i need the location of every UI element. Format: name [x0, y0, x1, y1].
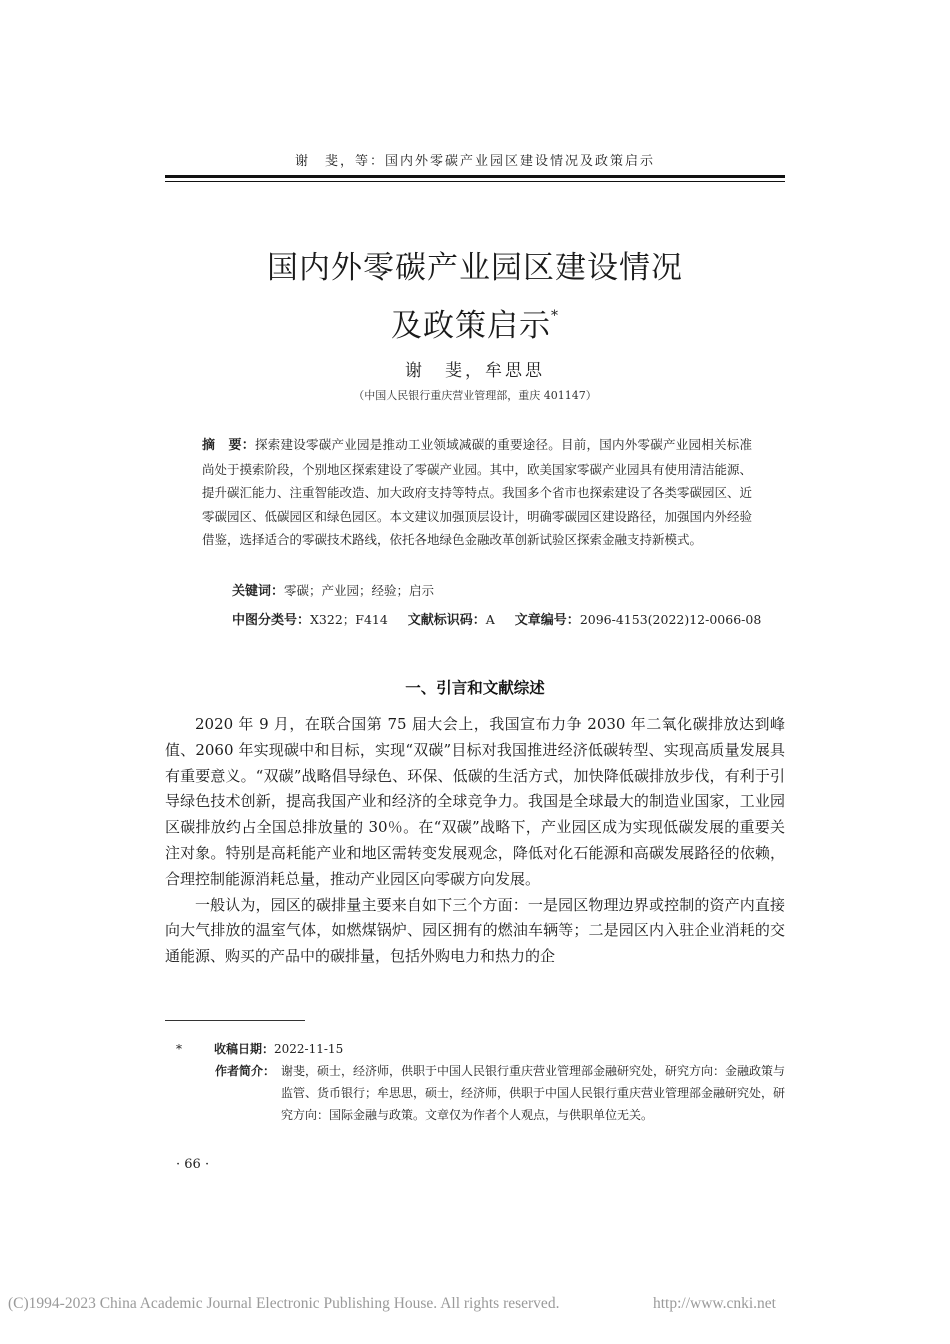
- keywords-label: 关键词：: [232, 584, 285, 599]
- doc-code-value: A: [485, 612, 495, 627]
- author-bio-label: 作者简介：: [215, 1064, 276, 1078]
- received-label: 收稿日期：: [214, 1042, 275, 1056]
- paper-title: [165, 244, 785, 350]
- footnote-star: *: [176, 1042, 182, 1056]
- body-paragraph-1: 2020 年 9 月，在联合国第 75 届大会上，我国宣布力争 2030 年二氧化碳排放达到峰值、2060 年实现碳中和目标，实现“双碳”目标对我国推进经济低碳转型、实现高质量发展具有重要意义。“双碳”战略倡导绿色、环保、低碳的生活方式，加快降低碳排放步伐，有利于引导绿色技术创新，提高我国产业和经济的全球竞争力。我国是全球最大的制造业国家，工业园区碳排放约占全国总排放量的 30％。在“双碳”战略下，产业园区成为实现低碳发展的重要关注对象。特别是高耗能产业和地区需转变发展观念，降低对化石能源和高碳发展路径的依赖，合理控制能源消耗总量，推动产业园区向零碳方向发展。: [165, 715, 785, 888]
- running-header: 谢 斐，等：国内外零碳产业园区建设情况及政策启示: [294, 154, 655, 169]
- keywords-text: 零碳；产业园；经验；启示: [284, 583, 435, 598]
- footnote-author: [215, 1060, 786, 1122]
- footnote-rule: [165, 1020, 305, 1021]
- classification-line: [232, 609, 792, 628]
- page-number: · 66 ·: [176, 1157, 210, 1172]
- header-rule-thick: [165, 175, 785, 178]
- clc-value: X322；F414: [310, 612, 388, 627]
- affiliation: （中国人民银行重庆营业管理部，重庆 401147）: [353, 389, 597, 402]
- title-line-2: [165, 292, 785, 350]
- title-line-2-text: 及政策启示: [391, 308, 551, 344]
- copyright-url: http://www.cnki.net: [653, 1295, 776, 1312]
- keywords-line: [232, 580, 792, 599]
- title-footnote-mark: *: [551, 308, 559, 324]
- received-value: 2022-11-15: [274, 1042, 344, 1056]
- header-rule-thin: [165, 181, 785, 182]
- section-heading: 一、引言和文献综述: [405, 679, 545, 697]
- abstract-label: 摘 要：: [202, 438, 255, 453]
- author-bio-text: 谢斐，硕士，经济师，供职于中国人民银行重庆营业管理部金融研究处，研究方向：金融政策与监管、货币银行；牟思思，硕士，经济师，供职于中国人民银行重庆营业管理部金融研究处，研究方向：国际金融与政策。文章仅为作者个人观点，与供职单位无关。: [281, 1064, 786, 1122]
- clc-label: 中图分类号：: [232, 613, 311, 628]
- authors: 谢 斐，牟思思: [405, 361, 545, 381]
- doc-code-label: 文献标识码：: [407, 613, 486, 628]
- copyright-watermark: [8, 1295, 948, 1313]
- title-line-1: 国内外零碳产业园区建设情况: [267, 250, 683, 286]
- copyright-text: (C)1994-2023 China Academic Journal Electronic Publishing House. All rights reserved.: [8, 1295, 560, 1312]
- article-number-label: 文章编号：: [514, 613, 580, 628]
- body-paragraph-2: 一般认为，园区的碳排量主要来自如下三个方面：一是园区物理边界或控制的资产内直接向大气排放的温室气体，如燃煤锅炉、园区拥有的燃油车辆等；二是园区内入驻企业消耗的交通能源、购买的产品中的碳排量，包括外购电力和热力的企: [165, 895, 785, 966]
- article-number-value: 2096-4153(2022)12-0066-08: [579, 612, 762, 627]
- abstract: [202, 433, 752, 552]
- abstract-text: 探索建设零碳产业园是推动工业领域减碳的重要途径。目前，国内外零碳产业园相关标准尚处于摸索阶段，个别地区探索建设了零碳产业园。其中，欧美国家零碳产业园具有使用清洁能源、提升碳汇能力、注重智能改造、加大政府支持等特点。我国多个省市也探索建设了各类零碳园区、近零碳园区、低碳园区和绿色园区。本文建议加强顶层设计，明确零碳园区建设路径，加强国内外经验借鉴，选择适合的零碳技术路线，依托各地绿色金融改革创新试验区探索金融支持新模式。: [202, 437, 753, 547]
- body-text: [165, 712, 785, 970]
- footnote-received: [176, 1038, 786, 1060]
